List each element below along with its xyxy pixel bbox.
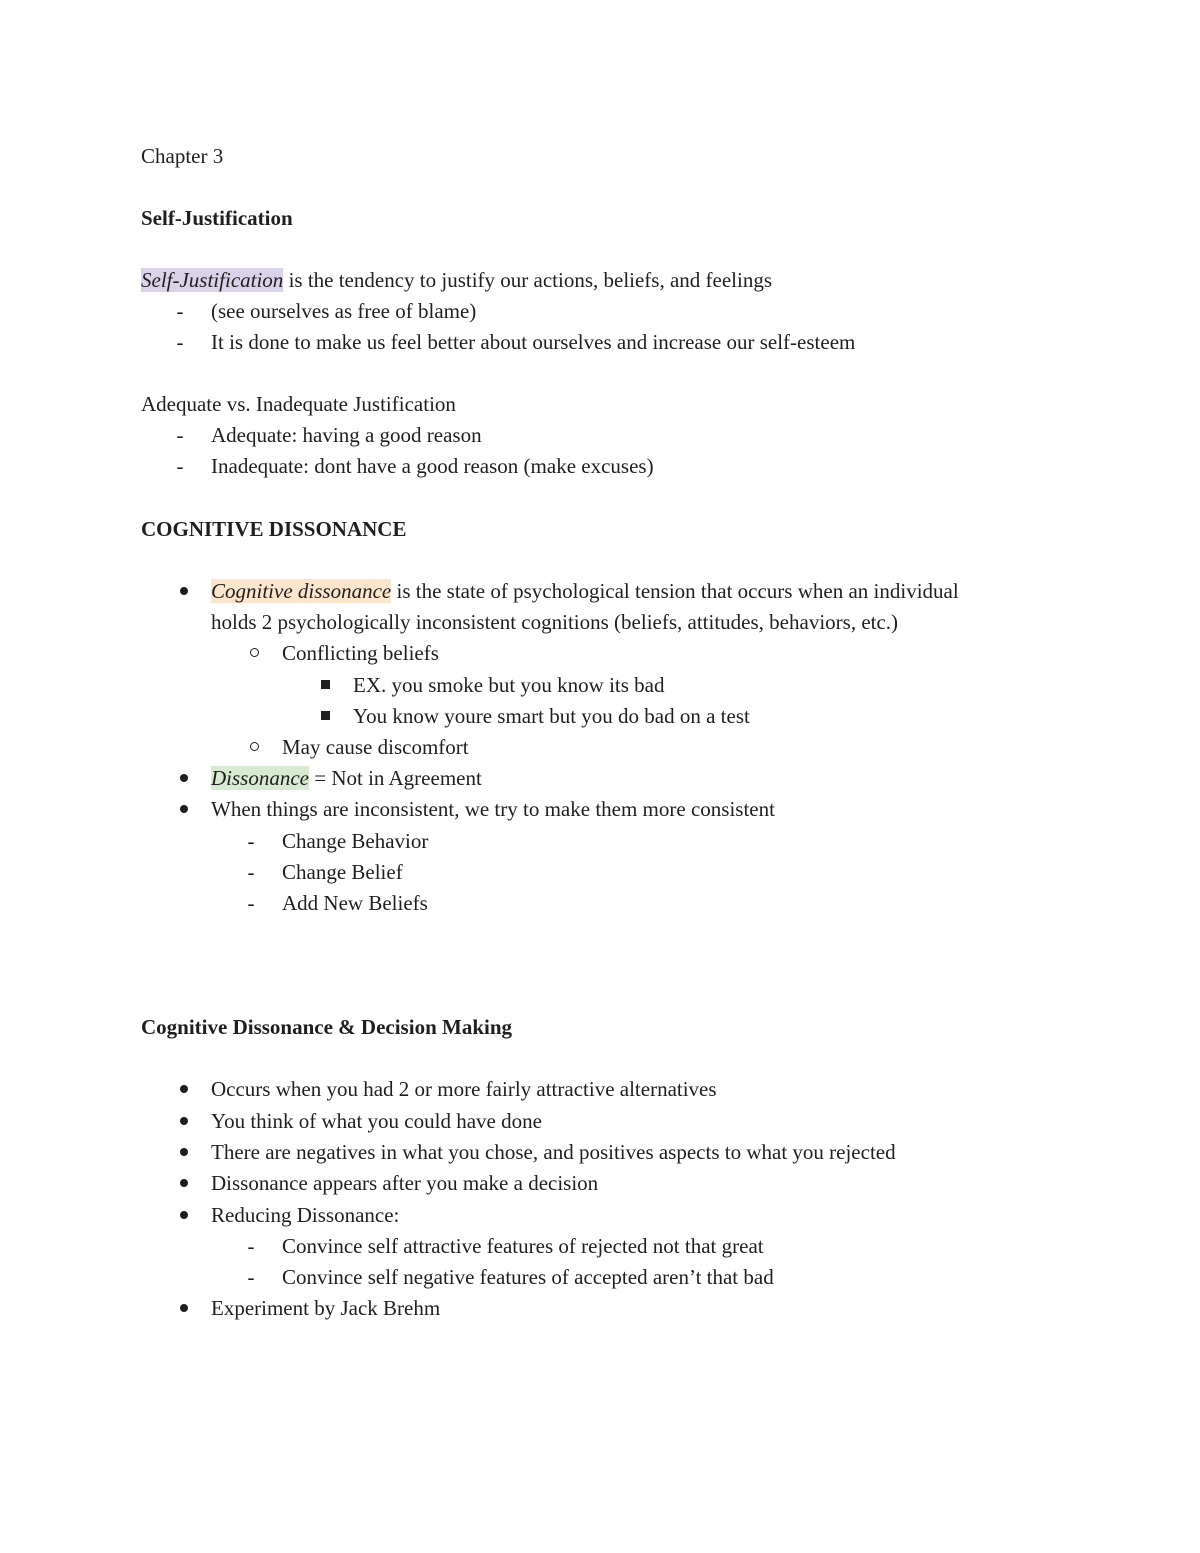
bullet-text: is the state of psychological tension that occurs when an individual bbox=[391, 579, 959, 603]
list-item: Convince self negative features of accepted aren’t that bad bbox=[282, 1265, 774, 1289]
dash-marker: - bbox=[247, 829, 255, 853]
bullet-marker bbox=[176, 578, 192, 604]
bullet-marker bbox=[176, 1139, 192, 1165]
dash-marker: - bbox=[176, 299, 184, 323]
bullet-item: Occurs when you had 2 or more fairly attractive alternatives bbox=[211, 1077, 717, 1101]
bullet-item: Dissonance appears after you make a decision bbox=[211, 1171, 599, 1195]
bullet-text: = Not in Agreement bbox=[309, 766, 482, 790]
list-item: Change Behavior bbox=[282, 829, 429, 853]
bullet-item: Experiment by Jack Brehm bbox=[211, 1296, 441, 1320]
bullet-item: When things are inconsistent, we try to make them more consistent bbox=[211, 797, 775, 821]
bullet-marker bbox=[176, 1108, 192, 1134]
list-item: Convince self attractive features of rejected not that great bbox=[282, 1234, 764, 1258]
highlighted-term: Cognitive dissonance bbox=[211, 579, 392, 603]
square-bullet-marker bbox=[318, 672, 334, 698]
bullet-item bbox=[211, 765, 482, 791]
sub-bullet-marker bbox=[247, 640, 263, 666]
bullet-item: There are negatives in what you chose, and positives aspects to what you rejected bbox=[211, 1140, 896, 1164]
square-bullet-marker bbox=[318, 703, 334, 729]
bullet-marker bbox=[176, 1170, 192, 1196]
bullet-marker bbox=[176, 1295, 192, 1321]
dash-marker: - bbox=[247, 1265, 255, 1289]
sub-bullet-item: Conflicting beliefs bbox=[282, 641, 439, 665]
list-item: Add New Beliefs bbox=[282, 891, 428, 915]
highlighted-term: Self-Justification bbox=[141, 268, 284, 292]
highlighted-term: Dissonance bbox=[211, 766, 309, 790]
section-heading-cognitive-dissonance: COGNITIVE DISSONANCE bbox=[141, 517, 407, 541]
sub-sub-bullet-item: You know youre smart but you do bad on a test bbox=[353, 704, 750, 728]
dash-marker: - bbox=[176, 454, 184, 478]
bullet-marker bbox=[176, 1202, 192, 1228]
bullet-item: Reducing Dissonance: bbox=[211, 1203, 400, 1227]
sub-sub-bullet-item: EX. you smoke but you know its bad bbox=[353, 673, 665, 697]
bullet-marker bbox=[176, 765, 192, 791]
list-item: Change Belief bbox=[282, 860, 403, 884]
list-item: It is done to make us feel better about ourselves and increase our self-esteem bbox=[211, 330, 856, 354]
list-item: Adequate: having a good reason bbox=[211, 423, 482, 447]
list-item: (see ourselves as free of blame) bbox=[211, 299, 477, 323]
section-heading-self-justification: Self-Justification bbox=[141, 206, 293, 230]
definition-text: is the tendency to justify our actions, beliefs, and feelings bbox=[283, 268, 773, 292]
chapter-label: Chapter 3 bbox=[141, 144, 224, 168]
section-heading-decision-making: Cognitive Dissonance & Decision Making bbox=[141, 1015, 513, 1039]
bullet-continuation: holds 2 psychologically inconsistent cognitions (beliefs, attitudes, behaviors, etc.) bbox=[211, 610, 899, 634]
dash-marker: - bbox=[247, 891, 255, 915]
bullet-item bbox=[211, 578, 959, 604]
bullet-marker bbox=[176, 796, 192, 822]
self-justification-definition bbox=[141, 267, 772, 293]
dash-marker: - bbox=[176, 330, 184, 354]
list-item: Inadequate: dont have a good reason (make excuses) bbox=[211, 454, 654, 478]
bullet-marker bbox=[176, 1076, 192, 1102]
bullet-item: You think of what you could have done bbox=[211, 1109, 542, 1133]
dash-marker: - bbox=[176, 423, 184, 447]
adequate-heading: Adequate vs. Inadequate Justification bbox=[141, 392, 456, 416]
sub-bullet-marker bbox=[247, 734, 263, 760]
dash-marker: - bbox=[247, 1234, 255, 1258]
sub-bullet-item: May cause discomfort bbox=[282, 735, 469, 759]
dash-marker: - bbox=[247, 860, 255, 884]
